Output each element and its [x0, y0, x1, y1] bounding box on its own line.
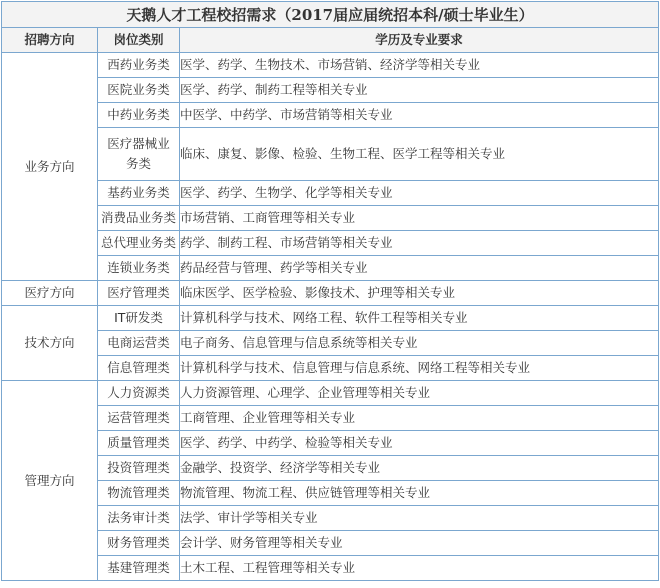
category-cell: 中药业务类: [98, 103, 180, 128]
table-row: [2, 231, 659, 256]
requirement-cell: 医学、药学、生物技术、市场营销、经济学等相关专业: [180, 53, 659, 78]
table-row: [2, 331, 659, 356]
requirement-cell: 药品经营与管理、药学等相关专业: [180, 256, 659, 281]
category-cell: 西药业务类: [98, 53, 180, 78]
requirement-cell: 土木工程、工程管理等相关专业: [180, 556, 659, 581]
table-row: [2, 103, 659, 128]
requirement-cell: 计算机科学与技术、信息管理与信息系统、网络工程等相关专业: [180, 356, 659, 381]
recruitment-table-body: [2, 2, 659, 581]
table-row: [2, 456, 659, 481]
category-cell: 总代理业务类: [98, 231, 180, 256]
table-row: [2, 256, 659, 281]
requirement-cell: 药学、制药工程、市场营销等相关专业: [180, 231, 659, 256]
table-row: [2, 128, 659, 181]
title-row: [2, 2, 659, 28]
category-cell: 投资管理类: [98, 456, 180, 481]
recruitment-table: [1, 1, 659, 581]
direction-cell: 业务方向: [2, 53, 98, 281]
direction-cell: 技术方向: [2, 306, 98, 381]
category-cell: 运营管理类: [98, 406, 180, 431]
category-cell: 医疗管理类: [98, 281, 180, 306]
table-row: [2, 356, 659, 381]
table-row: [2, 531, 659, 556]
header-direction: 招聘方向: [2, 28, 98, 53]
requirement-cell: 中医学、中药学、市场营销等相关专业: [180, 103, 659, 128]
requirement-cell: 临床、康复、影像、检验、生物工程、医学工程等相关专业: [180, 128, 659, 181]
requirement-cell: 临床医学、医学检验、影像技术、护理等相关专业: [180, 281, 659, 306]
direction-cell: 医疗方向: [2, 281, 98, 306]
header-requirement: 学历及专业要求: [180, 28, 659, 53]
header-category: 岗位类别: [98, 28, 180, 53]
category-cell: IT研发类: [98, 306, 180, 331]
requirement-cell: 工商管理、企业管理等相关专业: [180, 406, 659, 431]
table-row: [2, 406, 659, 431]
table-row: [2, 506, 659, 531]
table-row: [2, 306, 659, 331]
table-row: [2, 431, 659, 456]
table-row: [2, 206, 659, 231]
category-cell: 质量管理类: [98, 431, 180, 456]
category-cell: 医院业务类: [98, 78, 180, 103]
table-row: [2, 78, 659, 103]
category-cell: 连锁业务类: [98, 256, 180, 281]
requirement-cell: 电子商务、信息管理与信息系统等相关专业: [180, 331, 659, 356]
requirement-cell: 计算机科学与技术、网络工程、软件工程等相关专业: [180, 306, 659, 331]
requirement-cell: 物流管理、物流工程、供应链管理等相关专业: [180, 481, 659, 506]
category-cell: 电商运营类: [98, 331, 180, 356]
header-row: [2, 28, 659, 53]
requirement-cell: 人力资源管理、心理学、企业管理等相关专业: [180, 381, 659, 406]
requirement-cell: 金融学、投资学、经济学等相关专业: [180, 456, 659, 481]
category-cell: 消费品业务类: [98, 206, 180, 231]
table-row: [2, 281, 659, 306]
category-cell: 基药业务类: [98, 181, 180, 206]
category-cell: 医疗器械业务类: [98, 128, 180, 181]
table-row: [2, 53, 659, 78]
requirement-cell: 医学、药学、制药工程等相关专业: [180, 78, 659, 103]
category-cell: 物流管理类: [98, 481, 180, 506]
requirement-cell: 医学、药学、中药学、检验等相关专业: [180, 431, 659, 456]
category-cell: 法务审计类: [98, 506, 180, 531]
table-row: [2, 381, 659, 406]
requirement-cell: 医学、药学、生物学、化学等相关专业: [180, 181, 659, 206]
table-row: [2, 481, 659, 506]
direction-cell: 管理方向: [2, 381, 98, 581]
category-cell: 信息管理类: [98, 356, 180, 381]
table-row: [2, 556, 659, 581]
table-row: [2, 181, 659, 206]
requirement-cell: 法学、审计学等相关专业: [180, 506, 659, 531]
category-cell: 人力资源类: [98, 381, 180, 406]
requirement-cell: 会计学、财务管理等相关专业: [180, 531, 659, 556]
category-cell: 财务管理类: [98, 531, 180, 556]
category-cell: 基建管理类: [98, 556, 180, 581]
table-title: 天鹅人才工程校招需求（2017届应届统招本科/硕士毕业生）: [2, 2, 659, 28]
requirement-cell: 市场营销、工商管理等相关专业: [180, 206, 659, 231]
